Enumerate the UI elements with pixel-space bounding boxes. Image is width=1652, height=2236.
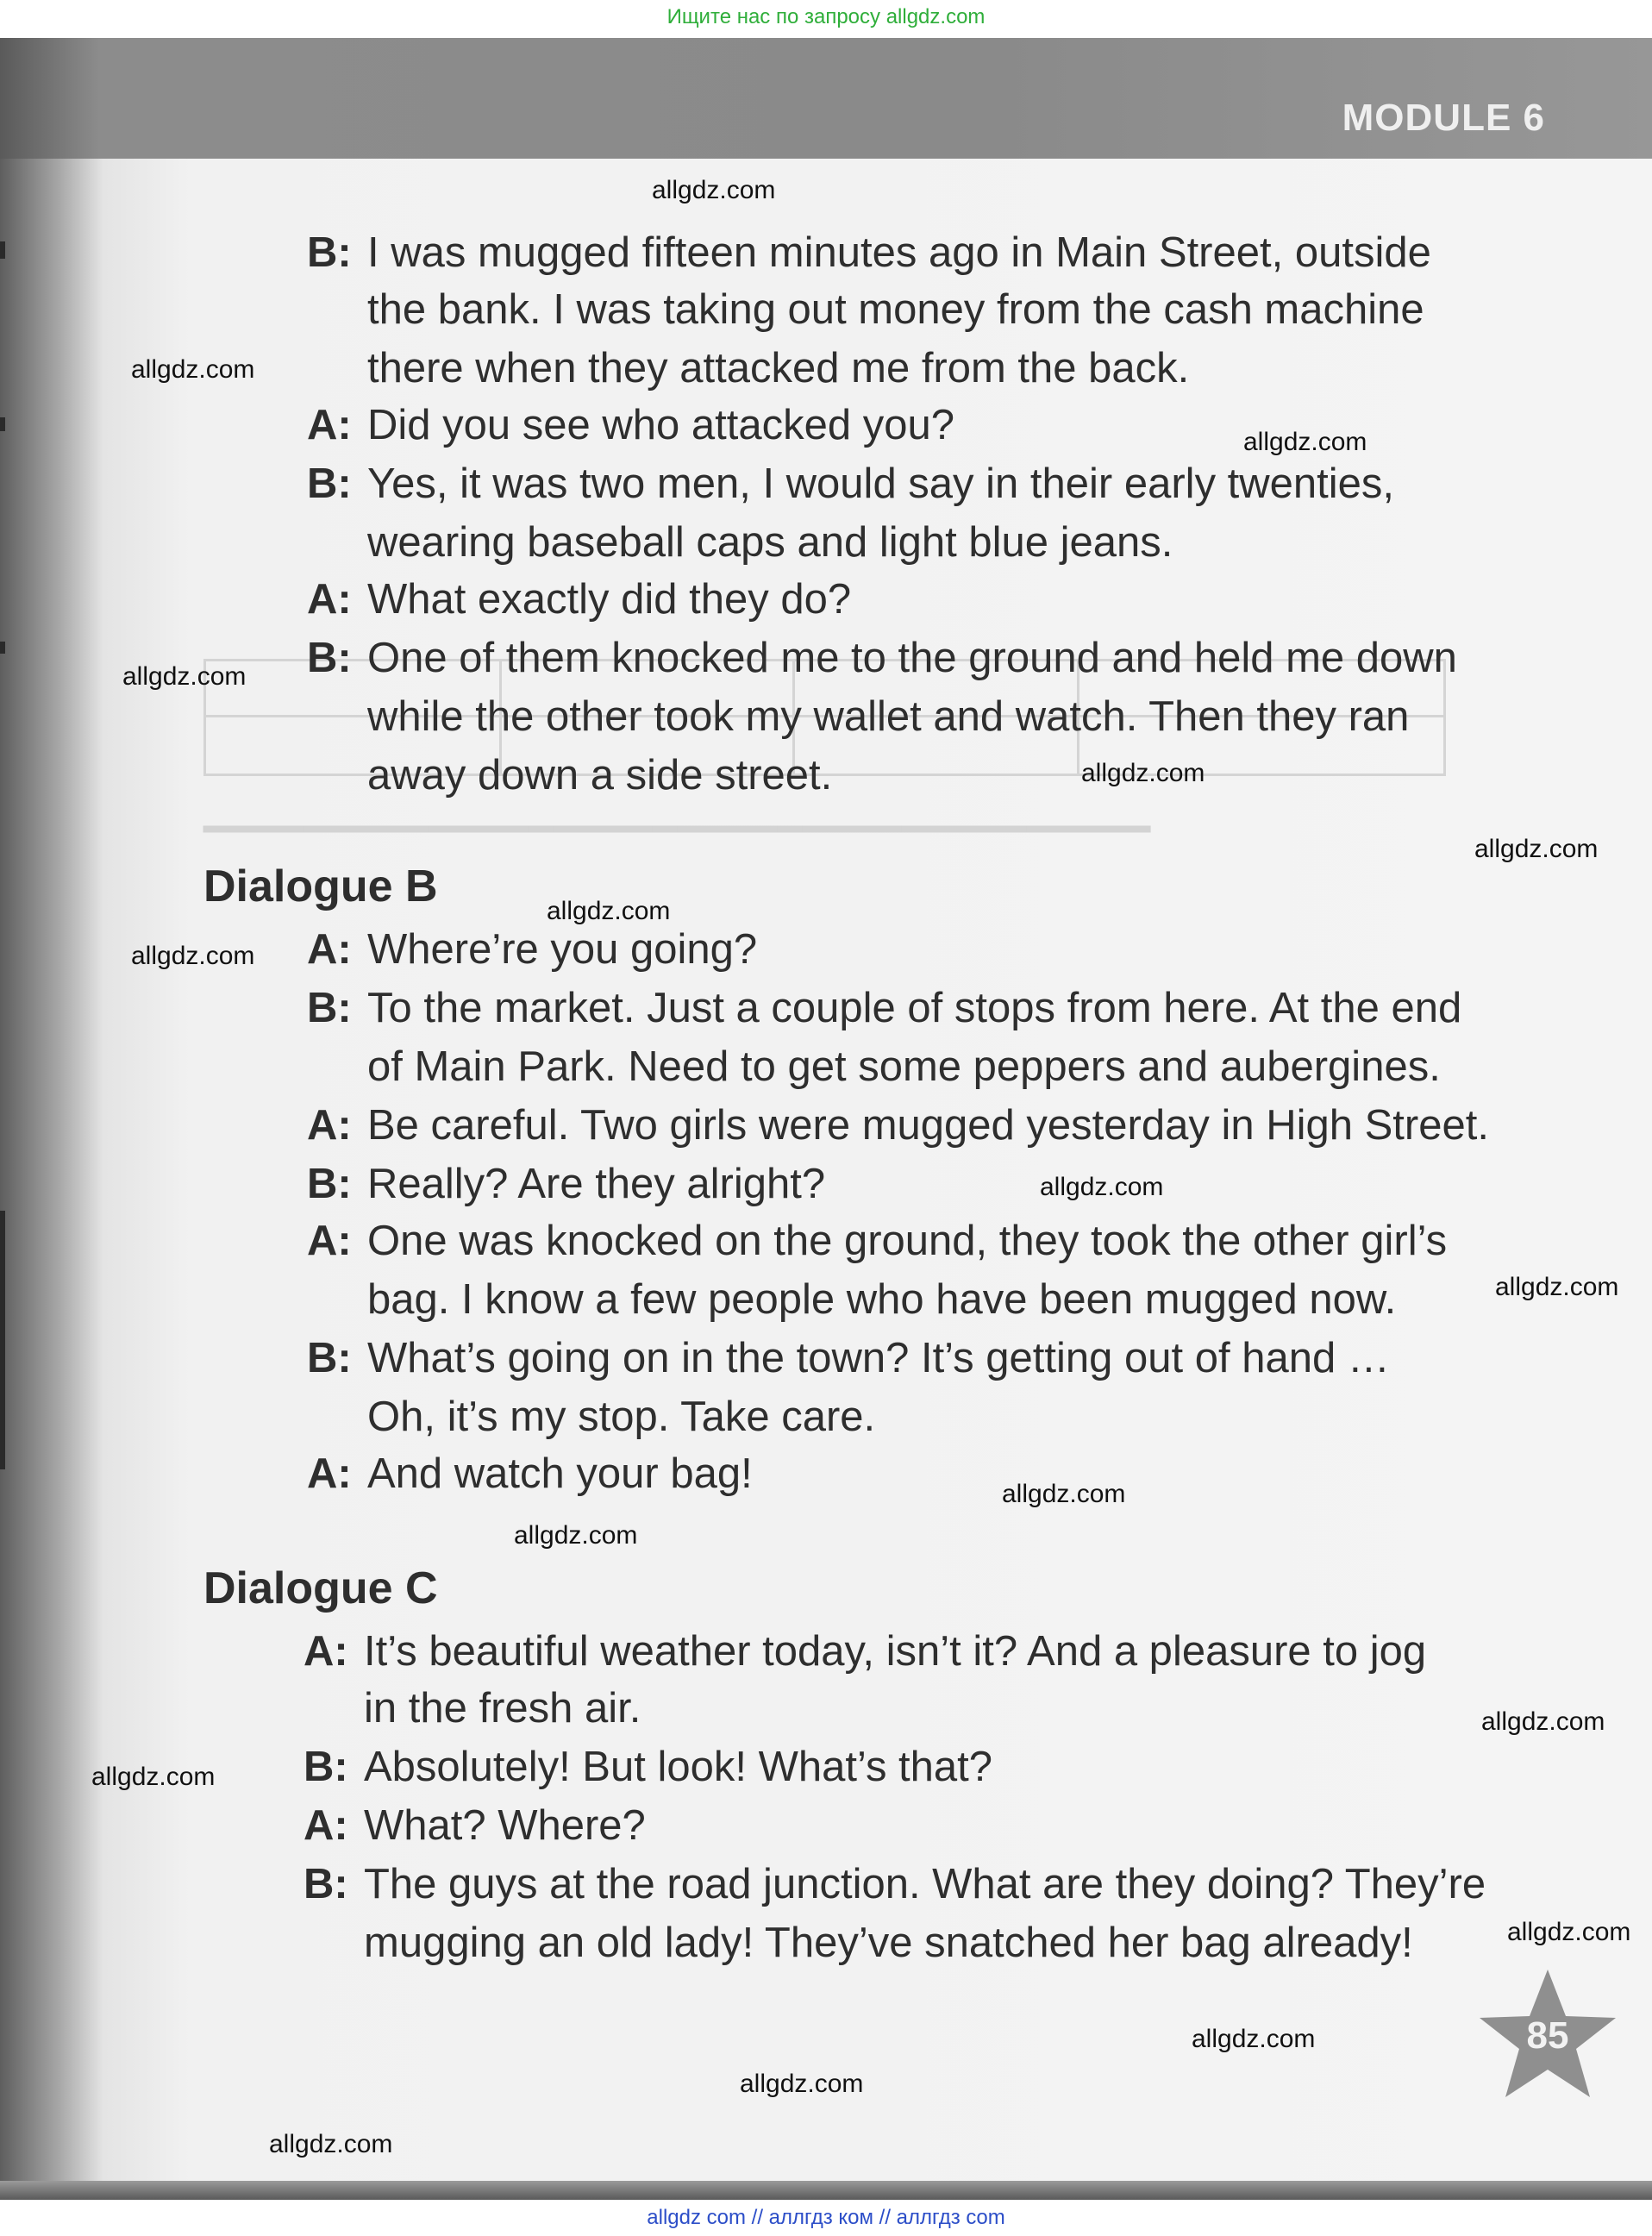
dialogue-line: away down a side street. xyxy=(367,752,833,799)
dialogue-line: there when they attacked me from the back. xyxy=(367,345,1190,391)
line-text: I was mugged fifteen minutes ago in Main Street, outside xyxy=(367,229,1431,276)
line-text: What exactly did they do? xyxy=(367,576,852,623)
page-number-star xyxy=(1474,1966,1621,2113)
dialogue-line xyxy=(307,1097,1489,1154)
dialogue-line xyxy=(307,397,954,454)
page-number: 85 xyxy=(1526,2014,1569,2057)
speaker-label: B: xyxy=(307,1161,352,1207)
watermark: allgdz.com xyxy=(269,2130,393,2158)
dialogue-line xyxy=(307,1212,1447,1269)
line-text: One of them knocked me to the ground and held me down xyxy=(367,635,1457,681)
speaker-label: B: xyxy=(303,1861,348,1907)
line-text: The guys at the road junction. What are they doing? They’re xyxy=(364,1861,1486,1907)
speaker-label: A: xyxy=(307,1218,352,1264)
dialogue-heading: Dialogue C xyxy=(203,1563,438,1613)
speaker-label: B: xyxy=(307,985,352,1031)
footer-links[interactable]: allgdz com // аллгдз ком // аллгдз com xyxy=(647,2206,1005,2229)
dialogue-line xyxy=(307,980,1461,1037)
speaker-label: B: xyxy=(307,635,352,681)
dialogue-line xyxy=(307,455,1394,512)
watermark: allgdz.com xyxy=(1002,1480,1126,1508)
dialogue-line: wearing baseball caps and light blue jeans. xyxy=(367,519,1173,566)
speaker-label: B: xyxy=(307,229,352,276)
speaker-label: B: xyxy=(307,460,352,507)
watermark: allgdz.com xyxy=(1040,1173,1164,1201)
dialogue-line: bag. I know a few people who have been mugged now. xyxy=(367,1276,1397,1323)
module-title: MODULE 6 xyxy=(1342,97,1545,139)
line-text: Absolutely! But look! What’s that? xyxy=(364,1744,993,1790)
line-text: And watch your bag! xyxy=(367,1450,753,1497)
dialogue-line xyxy=(303,1797,646,1854)
speaker-label: A: xyxy=(307,576,352,623)
line-text: Where’re you going? xyxy=(367,926,758,973)
line-text: Be careful. Two girls were mugged yesterday in High Street. xyxy=(367,1102,1489,1149)
watermark: allgdz.com xyxy=(1474,835,1599,863)
speaker-label: A: xyxy=(307,926,352,973)
dialogue-line xyxy=(307,571,851,628)
speaker-label: A: xyxy=(303,1802,348,1849)
speaker-label: A: xyxy=(307,1102,352,1149)
dialogue-heading: Dialogue B xyxy=(203,861,438,911)
dialogue-line: of Main Park. Need to get some peppers and aubergines. xyxy=(367,1043,1441,1090)
dialogue-line xyxy=(307,921,757,978)
watermark: allgdz.com xyxy=(1507,1918,1631,1946)
dialogue-line xyxy=(307,1156,825,1212)
speaker-label: B: xyxy=(303,1744,348,1790)
line-text: One was knocked on the ground, they took the other girl’s xyxy=(367,1218,1448,1264)
watermark: allgdz.com xyxy=(122,662,247,691)
line-text: To the market. Just a couple of stops from here. At the end xyxy=(367,985,1462,1031)
dialogue-line: Oh, it’s my stop. Take care. xyxy=(367,1394,876,1440)
speaker-label: B: xyxy=(307,1335,352,1381)
watermark: allgdz.com xyxy=(1481,1707,1605,1736)
dialogue-line xyxy=(303,1623,1426,1680)
watermark: allgdz.com xyxy=(652,176,776,204)
watermark: allgdz.com xyxy=(1192,2025,1316,2053)
watermark: allgdz.com xyxy=(91,1763,216,1791)
watermark: allgdz.com xyxy=(131,355,255,384)
line-text: Really? Are they alright? xyxy=(367,1161,826,1207)
watermark: allgdz.com xyxy=(1081,759,1205,787)
dialogue-line: the bank. I was taking out money from the cash machine xyxy=(367,286,1424,333)
line-text: What’s going on in the town? It’s getting out of hand … xyxy=(367,1335,1390,1381)
page-bottom-edge xyxy=(0,2181,1652,2200)
line-text: Yes, it was two men, I would say in their early twenties, xyxy=(367,460,1395,507)
watermark: allgdz.com xyxy=(547,897,671,925)
watermark: allgdz.com xyxy=(131,942,255,970)
dialogue-line xyxy=(303,1738,992,1795)
line-text: It’s beautiful weather today, isn’t it? And a pleasure to jog xyxy=(364,1628,1427,1675)
line-text: Did you see who attacked you? xyxy=(367,402,954,448)
dialogue-line: mugging an old lady! They’ve snatched her bag already! xyxy=(364,1920,1413,1966)
dialogue-line xyxy=(307,1445,753,1502)
watermark: allgdz.com xyxy=(1243,428,1367,456)
dialogue-line: in the fresh air. xyxy=(364,1685,641,1732)
line-text: What? Where? xyxy=(364,1802,646,1849)
speaker-label: A: xyxy=(307,1450,352,1497)
dialogue-line xyxy=(307,629,1457,686)
watermark: allgdz.com xyxy=(1495,1273,1619,1301)
top-banner[interactable]: Ищите нас по запросу allgdz.com xyxy=(666,5,986,28)
dialogue-line xyxy=(307,1330,1390,1387)
dialogue-line: while the other took my wallet and watch. Then they ran xyxy=(367,693,1410,740)
speaker-label: A: xyxy=(307,402,352,448)
dialogue-line xyxy=(307,224,1431,281)
speaker-label: A: xyxy=(303,1628,348,1675)
bleed-through-text: ━━━━━━━━━━━━━━━━━━━━━━━━━━━━━━━━━━━━━━ xyxy=(203,807,1151,853)
watermark: allgdz.com xyxy=(514,1521,638,1550)
dialogue-line xyxy=(303,1856,1486,1913)
watermark: allgdz.com xyxy=(740,2070,864,2098)
